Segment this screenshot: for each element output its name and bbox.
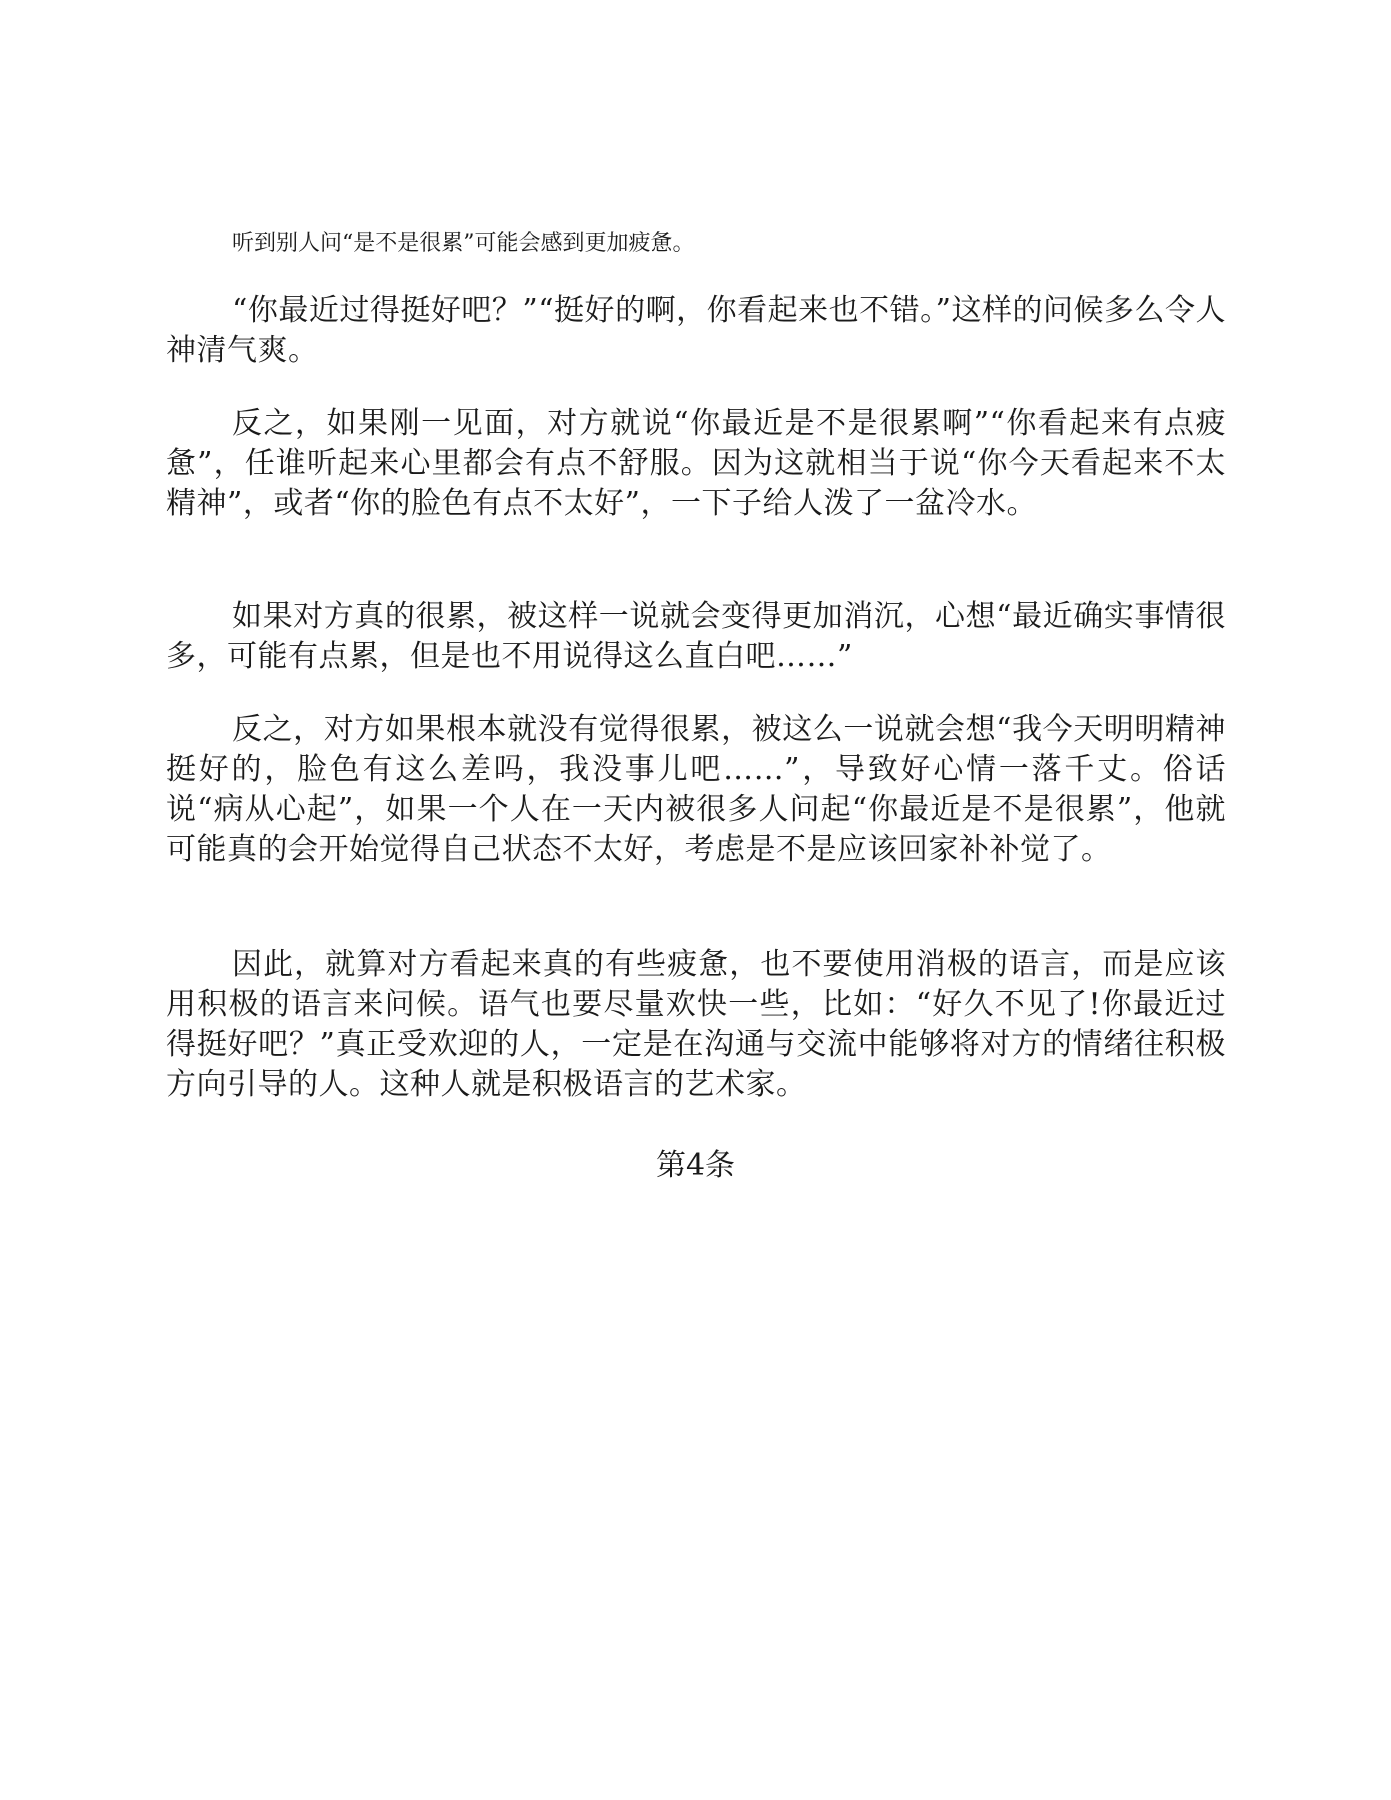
paragraph-4: 反之，对方如果根本就没有觉得很累，被这么一说就会想“我今天明明精神挺好的，脸色有这么差吗，我没事儿吧……”，导致好心情一落千丈。俗话说“病从心起”，如果一个人在一天内被很多人问起“你最近是不是很累”，他就可能真的会开始觉得自己状态不太好，考虑是不是应该回家补补觉了。 bbox=[166, 712, 1226, 867]
section-heading: 第4条 bbox=[655, 1148, 736, 1183]
paragraph-3: 如果对方真的很累，被这样一说就会变得更加消沉，心想“最近确实事情很多，可能有点累，但是也不用说得这么直白吧……” bbox=[166, 599, 1226, 674]
paragraph-5: 因此，就算对方看起来真的有些疲惫，也不要使用消极的语言，而是应该用积极的语言来问候。语气也要尽量欢快一些，比如：“好久不见了!你最近过得挺好吧？”真正受欢迎的人，一定是在沟通与交流中能够将对方的情绪往积极方向引导的人。这种人就是积极语言的艺术家。 bbox=[166, 947, 1226, 1102]
subtitle-line: 听到别人问“是不是很累”可能会感到更加疲惫。 bbox=[232, 231, 695, 256]
paragraph-2: 反之，如果刚一见面，对方就说“你最近是不是很累啊”“你看起来有点疲惫”，任谁听起来心里都会有点不舒服。因为这就相当于说“你今天看起来不太精神”，或者“你的脸色有点不太好”，一下子给人泼了一盆冷水。 bbox=[166, 406, 1226, 521]
paragraph-1: “你最近过得挺好吧？”“挺好的啊，你看起来也不错。”这样的问候多么令人神清气爽。 bbox=[166, 293, 1226, 368]
